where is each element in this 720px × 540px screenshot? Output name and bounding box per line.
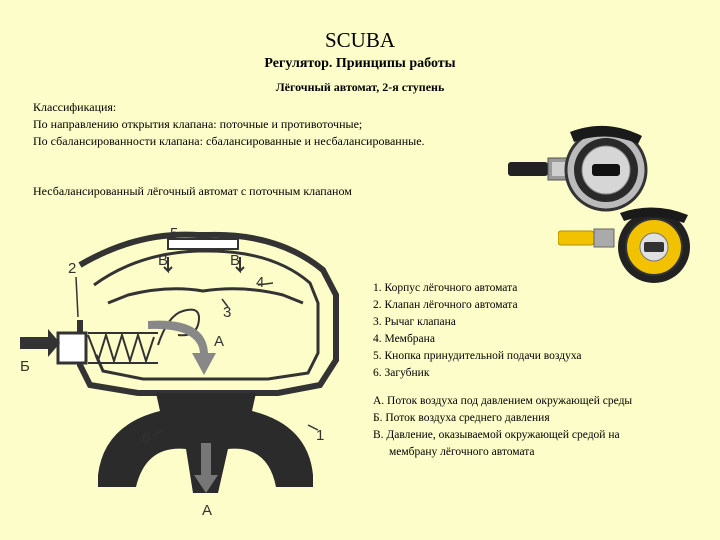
label-4: 4 [256,274,265,291]
part-item: 3. Рычаг клапана [373,316,456,328]
classification-heading: Классификация: [33,100,117,114]
housing-outer [80,235,336,393]
part-item: 6. Загубник [373,367,430,379]
part-item: 1. Корпус лёгочного автомата [373,282,518,294]
label-3: 3 [223,304,232,321]
label-5: 5 [170,225,179,242]
label-bb: Б [20,358,30,375]
page-subtitle: Регулятор. Принципы работы [264,56,456,71]
flow-item-a: А. Поток воздуха под давлением окружающей среды [373,395,633,407]
flow-item-c: В. Давление, оказываемой окружающей средой на [373,429,620,441]
diaphragm [108,289,303,303]
classification-line-2: По сбалансированности клапана: сбалансированные и несбалансированные. [33,134,425,148]
page-title: SCUBA [324,28,396,52]
section-subtitle: Лёгочный автомат, 2-я ступень [275,80,445,94]
label-b-right: В [230,252,241,269]
part-item: 2. Клапан лёгочного автомата [373,299,518,311]
purge-button [168,239,238,249]
classification-line-1: По направлению открытия клапана: поточные и противоточные; [33,117,363,131]
label-2: 2 [68,260,77,277]
label-1: 1 [316,427,325,444]
arrow-a-inner [148,321,216,375]
parts-legend [373,280,582,382]
regulator-photo-yellow [558,205,698,287]
label-6: 6 [142,430,151,447]
label-b-left: В [158,252,169,269]
regulator-photo-black [508,122,648,212]
classification-block [33,99,425,150]
part-item: 4. Мембрана [373,333,435,345]
label-a-bottom: А [202,502,213,519]
part-item: 5. Кнопка принудительной подачи воздуха [373,350,582,362]
valve-body [58,333,86,363]
flow-item-b: Б. Поток воздуха среднего давления [373,412,550,424]
flow-item-c-cont: мембрану лёгочного автомата [389,446,535,458]
arrow-b-left [20,329,60,357]
diagram-caption: Несбалансированный лёгочный автомат с поточным клапаном [33,184,352,198]
flow-legend [373,393,632,461]
label-a-inner: А [214,333,225,350]
regulator-diagram [18,225,358,520]
